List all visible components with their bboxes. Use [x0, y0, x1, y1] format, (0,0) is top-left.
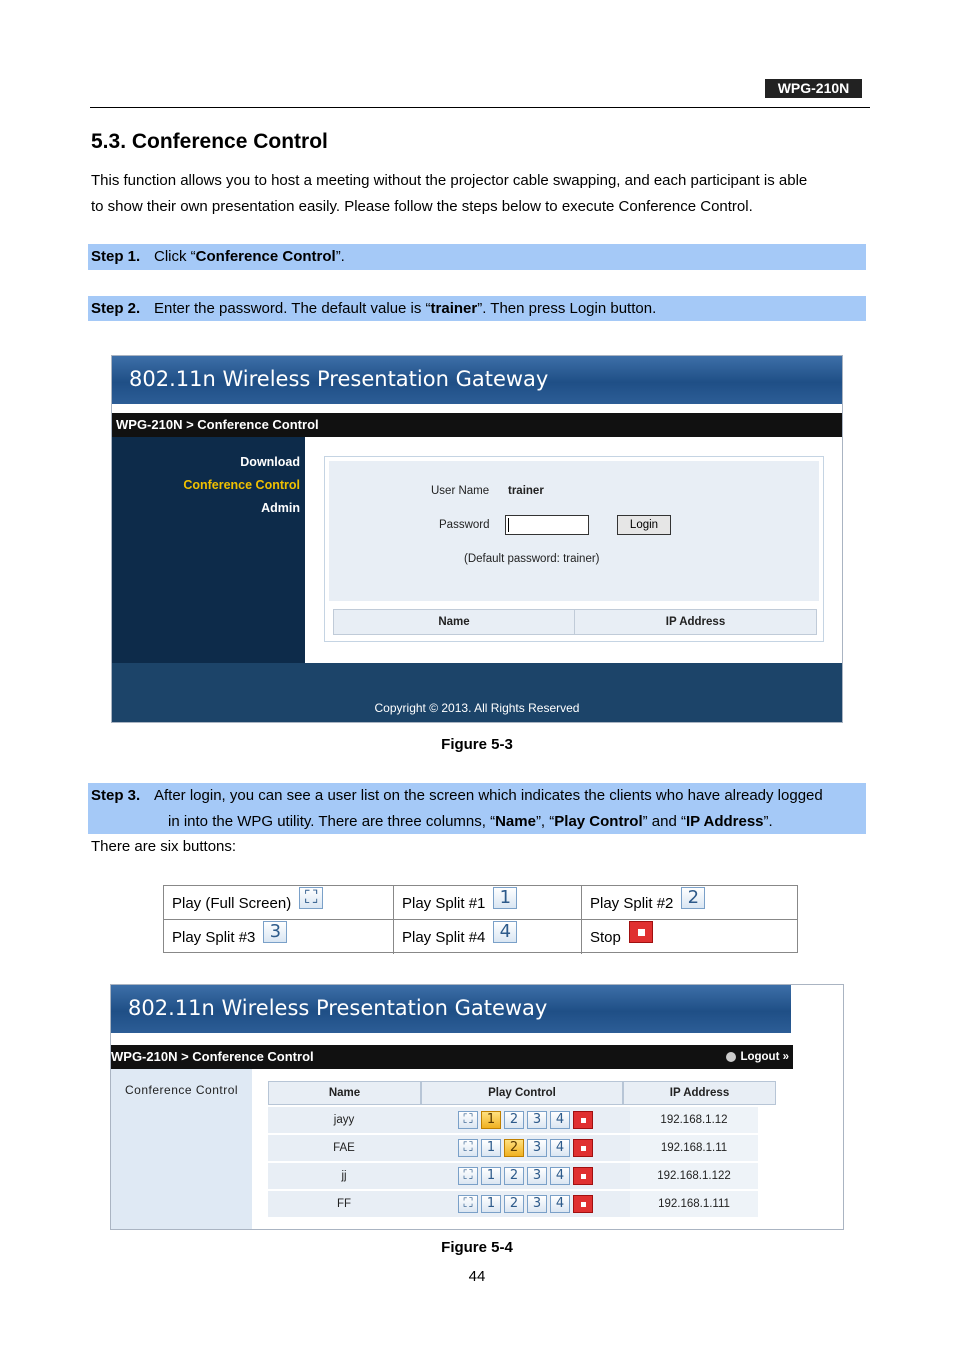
model-badge: WPG-210N: [765, 79, 862, 98]
password-input[interactable]: [505, 515, 589, 535]
step-2-label: Step 2.: [91, 300, 141, 317]
split-1-icon: 1: [493, 887, 517, 909]
fullscreen-icon: ⛶: [299, 887, 323, 909]
user-name: jayy: [333, 1114, 355, 1126]
step-2-text: Enter the password. The default value is “trainer”. Then press Login button.: [154, 300, 657, 317]
gateway-banner: 802.11n Wireless Presentation Gateway: [111, 985, 791, 1033]
copyright-footer: Copyright © 2013. All Rights Reserved: [112, 663, 842, 723]
user-ip: 192.168.1.12: [630, 1107, 758, 1133]
split-1-button[interactable]: 1: [481, 1139, 501, 1157]
stop-icon: [629, 921, 653, 943]
step-3-label: Step 3.: [91, 787, 141, 804]
play-controls: [458, 1139, 596, 1157]
split-1-button[interactable]: 1: [481, 1195, 501, 1213]
intro-line-2: to show their own presentation easily. Please follow the steps below to execute Conference Control.: [91, 198, 753, 215]
user-ip: 192.168.1.111: [630, 1191, 758, 1217]
default-password-hint: (Default password: trainer): [464, 553, 600, 565]
split-4-button[interactable]: 4: [550, 1139, 570, 1157]
split-4-button[interactable]: 4: [550, 1111, 570, 1129]
column-play-control: Play Control: [421, 1081, 623, 1105]
split-3-button[interactable]: 3: [527, 1195, 547, 1213]
header-rule: [90, 107, 870, 108]
login-button[interactable]: Login: [617, 515, 671, 535]
split-2-icon: 2: [681, 887, 705, 909]
step-3-bar: [88, 783, 866, 834]
sidebar: [111, 1069, 252, 1230]
page-number: 44: [468, 1268, 486, 1285]
gateway-banner: 802.11n Wireless Presentation Gateway: [112, 356, 842, 404]
split-1-button[interactable]: 1: [481, 1167, 501, 1185]
user-ip: 192.168.1.122: [630, 1163, 758, 1189]
user-list-header: [333, 609, 817, 635]
column-name: Name: [268, 1081, 421, 1105]
cell-stop: Stop: [582, 920, 797, 954]
fullscreen-button[interactable]: ⛶: [458, 1167, 478, 1185]
play-controls: [458, 1111, 596, 1129]
table-row: [268, 1163, 758, 1189]
step-2-bar: [88, 296, 866, 321]
step-3-line-2: in into the WPG utility. There are three columns, “Name”, “Play Control” and “IP Address”.: [168, 813, 773, 830]
breadcrumb-text: WPG-210N > Conference Control: [111, 1049, 314, 1064]
sidebar-item-download[interactable]: Download: [240, 455, 300, 469]
login-panel: [324, 456, 824, 642]
fullscreen-button[interactable]: ⛶: [458, 1139, 478, 1157]
logout-link[interactable]: Logout »: [726, 1045, 789, 1069]
figure-5-3-caption: Figure 5-3: [441, 736, 513, 753]
step-1-bar: [88, 244, 866, 270]
login-form: [329, 461, 819, 601]
fullscreen-button[interactable]: ⛶: [458, 1111, 478, 1129]
stop-button[interactable]: [573, 1195, 593, 1213]
split-4-icon: 4: [493, 921, 517, 943]
figure-5-4-caption: Figure 5-4: [441, 1239, 513, 1256]
step-3-line-1: After login, you can see a user list on the screen which indicates the clients who have already logged: [154, 787, 823, 804]
split-4-button[interactable]: 4: [550, 1195, 570, 1213]
sidebar-item-admin[interactable]: Admin: [261, 501, 300, 515]
user-name: jj: [341, 1170, 347, 1182]
sidebar-item-conference-control[interactable]: Conference Control: [183, 478, 300, 492]
table-row: [268, 1135, 758, 1161]
split-2-button[interactable]: 2: [504, 1111, 524, 1129]
username-label: User Name: [431, 485, 490, 497]
split-3-button[interactable]: 3: [527, 1111, 547, 1129]
sidebar-item-conference-control[interactable]: Conference Control: [125, 1083, 239, 1097]
figure-5-3-screenshot: [111, 355, 843, 723]
intro-paragraph: [91, 168, 866, 220]
section-title: 5.3. Conference Control: [91, 130, 328, 153]
password-label: Password: [439, 519, 490, 531]
fullscreen-button[interactable]: ⛶: [458, 1195, 478, 1213]
breadcrumb: WPG-210N > Conference Control: [112, 413, 842, 437]
table-row: [268, 1107, 758, 1133]
figure-5-4-screenshot: [110, 984, 844, 1230]
cell-play-split-2: Play Split #2 2: [582, 886, 797, 920]
user-ip: 192.168.1.11: [630, 1135, 758, 1161]
buttons-table: [163, 885, 798, 953]
split-3-button[interactable]: 3: [527, 1167, 547, 1185]
cell-play-split-4: Play Split #4 4: [394, 920, 582, 954]
table-row: [268, 1191, 758, 1217]
stop-button[interactable]: [573, 1139, 593, 1157]
step-1-label: Step 1.: [91, 248, 141, 265]
column-name: Name: [334, 610, 575, 634]
username-value: trainer: [508, 485, 544, 497]
cell-play-full-screen: Play (Full Screen) ⛶: [164, 886, 394, 920]
split-4-button[interactable]: 4: [550, 1167, 570, 1185]
split-2-button[interactable]: 2: [504, 1195, 524, 1213]
cell-play-split-3: Play Split #3 3: [164, 920, 394, 954]
stop-button[interactable]: [573, 1111, 593, 1129]
split-2-button[interactable]: 2: [504, 1139, 524, 1157]
split-3-button[interactable]: 3: [527, 1139, 547, 1157]
play-controls: [458, 1167, 596, 1185]
breadcrumb: [111, 1045, 793, 1069]
sidebar-menu: [112, 437, 305, 663]
user-name: FAE: [333, 1142, 355, 1154]
cell-play-split-1: Play Split #1 1: [394, 886, 582, 920]
step-1-text: Click “Conference Control”.: [154, 248, 345, 265]
split-2-button[interactable]: 2: [504, 1167, 524, 1185]
user-name: FF: [336, 1198, 352, 1210]
stop-button[interactable]: [573, 1167, 593, 1185]
column-ip-address: IP Address: [665, 616, 726, 628]
intro-line-1: This function allows you to host a meeting without the projector cable swapping, and each participant is able: [91, 172, 808, 189]
play-controls: [458, 1195, 596, 1213]
split-3-icon: 3: [263, 921, 287, 943]
six-buttons-text: There are six buttons:: [91, 838, 237, 855]
split-1-button[interactable]: 1: [481, 1111, 501, 1129]
column-ip-address: IP Address: [623, 1081, 776, 1105]
logout-icon: [726, 1052, 736, 1062]
